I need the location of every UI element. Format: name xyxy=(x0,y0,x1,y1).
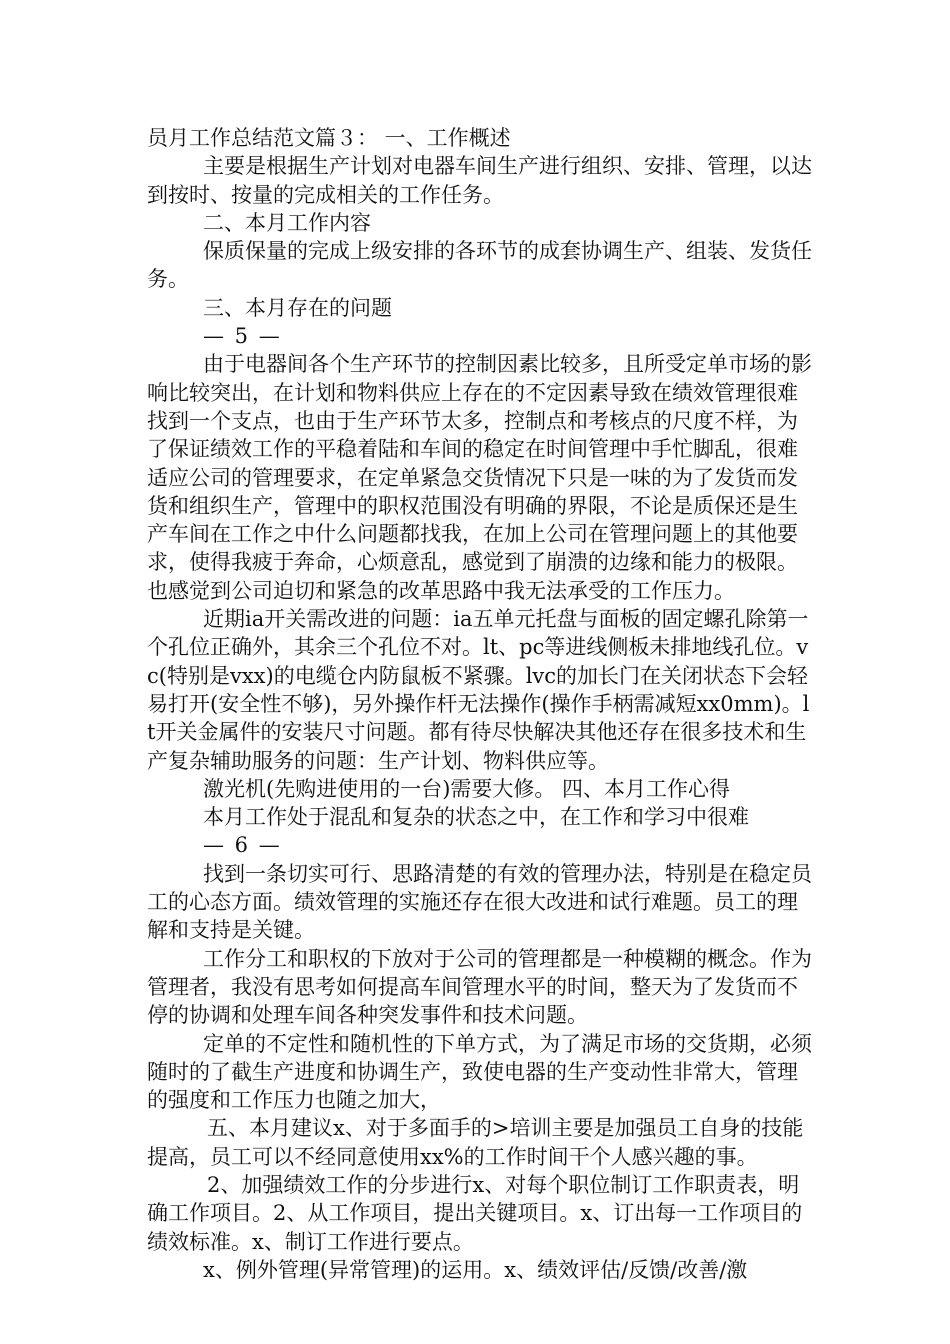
page-number: — 6 — xyxy=(203,833,282,858)
paragraph-laser-machine: 激光机(先购进使用的一台)需要大修。 四、本月工作心得 xyxy=(203,776,731,801)
paragraph-switch-issues: 近期ia开关需改进的问题：ia五单元托盘与面板的固定螺孔除第一个孔位正确外，其余三个孔位不对。lt、pc等进线侧板未排地线孔位。vc(特别是vxx)的电缆仓内防鼠板不紧骤。lvc的加长门在关闭状态下会轻易打开(安全性不够)，另外操作杆无法操作(操作手柄需减短xx0mm)。lt开关金属件的安装尺寸问题。都有待尽快解决其他还存在很多技术和生产复杂辅助服务的问题：生产计划、物料供应等。 xyxy=(147,607,810,773)
document-body xyxy=(147,124,815,1284)
heading-work-content: 二、本月工作内容 xyxy=(203,210,371,235)
paragraph-problems: 由于电器间各个生产环节的控制因素比较多，且所受定单市场的影响比较突出，在计划和物料供应上存在的不定因素导致在绩效管理很难找到一个支点，也由于生产环节太多，控制点和考核点的尺度不样，为了保证绩效工作的平稳着陆和车间的稳定在时间管理中手忙脚乱，很难适应公司的管理要求，在定单紧急交货情况下只是一味的为了发货而发货和组织生产，管理中的职权范围没有明确的界限，不论是质保还是生产车间在工作之中什么问题都找我，在加上公司在管理问题上的其他要求，使得我疲于奔命，心烦意乱，感觉到了崩溃的边缘和能力的极限。也感觉到公司迫切和紧急的改革思路中我无法承受的工作压力。 xyxy=(147,352,812,603)
paragraph-overview: 主要是根据生产计划对电器车间生产进行组织、安排、管理，以达到按时、按量的完成相关的工作任务。 xyxy=(147,154,812,207)
heading-problems: 三、本月存在的问题 xyxy=(203,295,392,320)
paragraph-division-of-work: 工作分工和职权的下放对于公司的管理都是一种模糊的概念。作为管理者，我没有思考如何提高车间管理水平的时间，整天为了发货而不停的协调和处理车间各种突发事件和技术问题。 xyxy=(147,946,812,1028)
paragraph-exception-management: x、例外管理(异常管理)的运用。x、绩效评估/反馈/改善/激 xyxy=(203,1257,748,1282)
paragraph-orders: 定单的不定性和随机性的下单方式，为了满足市场的交货期，必须随时的了截生产进度和协调生产，致使电器的生产变动性非常大，管理的强度和工作压力也随之加大， xyxy=(147,1031,812,1113)
document-title-line: 员月工作总结范文篇３： 一、工作概述 xyxy=(147,126,511,150)
paragraph-performance: 2、加强绩效工作的分步进行x、对每个职位制订工作职责表，明确工作项目。2、从工作项目，提出关键项目。x、订出每一工作项目的绩效标准。x、制订工作进行要点。 xyxy=(147,1172,803,1254)
page-number: — 5 — xyxy=(203,324,282,349)
paragraph-suggestions: 五、本月建议x、对于多面手的>培训主要是加强员工自身的技能提高，员工可以不经同意使用xx%的工作时间干个人感兴趣的事。 xyxy=(147,1116,804,1169)
paragraph-work-content: 保质保量的完成上级安排的各环节的成套协调生产、组装、发货任务。 xyxy=(147,239,812,292)
paragraph-insight-continued: 找到一条切实可行、思路清楚的有效的管理办法，特别是在稳定员工的心态方面。绩效管理的实施还存在很大改进和试行难题。员工的理解和支持是关键。 xyxy=(147,861,812,943)
paragraph-insight-start: 本月工作处于混乱和复杂的状态之中，在工作和学习中很难 xyxy=(203,805,749,830)
